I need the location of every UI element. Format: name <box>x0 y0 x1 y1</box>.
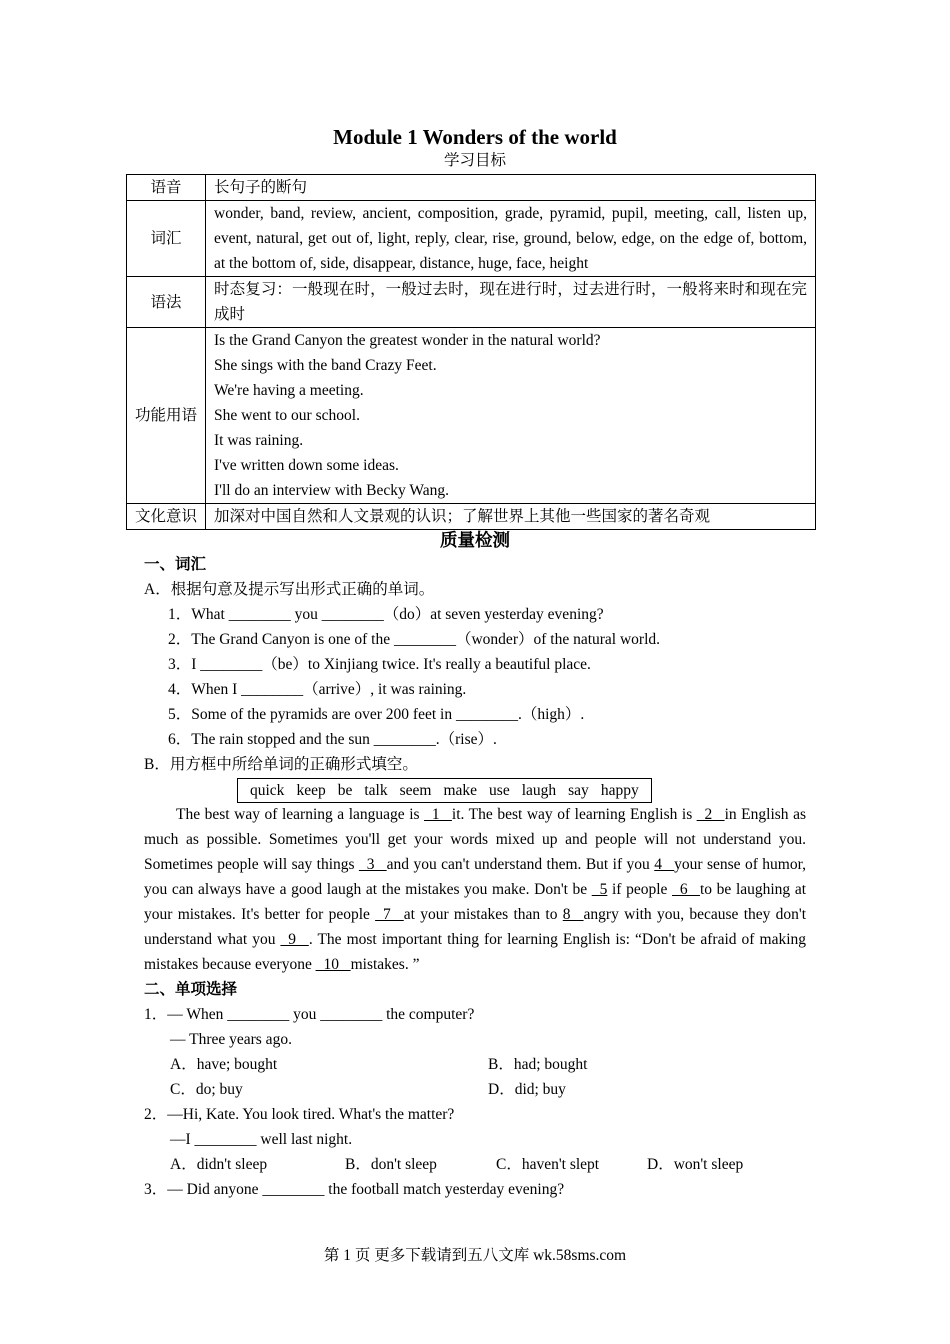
q2-stem: 2．—Hi, Kate. You look tired. What's the matter? <box>144 1106 455 1123</box>
goals-key: 功能用语 <box>127 328 206 504</box>
passage-text: it. The best way of learning English is <box>451 806 697 823</box>
a-item: 3．I ________（be）to Xinjiang twice. It's really a beautiful place. <box>168 656 591 673</box>
word-box-word: laugh <box>521 782 557 799</box>
option: B．don't sleep <box>345 1156 437 1173</box>
a-item: 6．The rain stopped and the sun ________.（rise）. <box>168 731 497 748</box>
word-box-word: be <box>337 782 353 799</box>
goals-key: 词汇 <box>127 201 206 277</box>
cloze-passage <box>144 802 806 977</box>
option: B．had; bought <box>488 1056 588 1073</box>
part1-b-heading: B．用方框中所给单词的正确形式填空。 <box>144 756 418 773</box>
learning-goals-table <box>126 174 816 530</box>
goals-subtitle: 学习目标 <box>443 152 506 169</box>
blank-9: _9_ <box>280 931 309 948</box>
function-sentence: It was raining. <box>214 432 304 449</box>
blank-4: 4_ <box>654 856 675 873</box>
passage-text: . The most important thing for learning English is: “Don't be afraid of making mistakes because everyone <box>144 931 807 973</box>
q1-options-row <box>144 1052 806 1077</box>
goals-row-vocabulary <box>127 201 816 277</box>
passage-text: in English as much as possible. Sometimes you'll get your words mixed up and people will not understand you. Sometimes people will say things <box>144 806 806 873</box>
q1-stem: 1．— When ________ you ________ the computer? <box>144 1006 475 1023</box>
function-sentence: Is the Grand Canyon the greatest wonder in the natural world? <box>214 332 601 349</box>
option: C．do; buy <box>170 1081 243 1098</box>
goals-value: 加深对中国自然和人文景观的认识；了解世界上其他一些国家的著名奇观 <box>206 504 816 530</box>
q1-options-row <box>144 1077 806 1102</box>
part2-heading: 二、单项选择 <box>144 981 238 998</box>
option: A．didn't sleep <box>170 1156 268 1173</box>
module-title: Module 1 Wonders of the world <box>333 125 617 149</box>
goals-value <box>206 328 816 504</box>
word-box-word: say <box>568 782 589 799</box>
passage-text: angry with you, because they don't understand what you <box>144 906 807 948</box>
goals-key: 文化意识 <box>127 504 206 530</box>
word-box-word: keep <box>296 782 326 799</box>
blank-6: _6_ <box>672 881 700 898</box>
word-box-word: make <box>443 782 478 799</box>
goals-row-phonetics <box>127 175 816 201</box>
blank-1: _1_ <box>424 806 452 823</box>
q2-options-row <box>144 1152 806 1177</box>
a-item: 5．Some of the pyramids are over 200 feet in ________.（high）. <box>168 706 585 723</box>
a-item: 4．When I ________（arrive）, it was raining. <box>168 681 467 698</box>
goals-value: wonder, band, review, ancient, composition, grade, pyramid, pupil, meeting, call, listen up, event, natural, get out of, light, reply, clear, rise, ground, below, edge, on the edge of, bottom, at the bottom of, side, disappear, distance, huge, face, height <box>206 201 816 277</box>
quality-check-title: 质量检测 <box>440 530 510 550</box>
exercise-body <box>144 552 806 1202</box>
function-sentence: I've written down some ideas. <box>214 457 399 474</box>
goals-key: 语法 <box>127 277 206 328</box>
blank-8: 8_ <box>562 906 584 923</box>
page-footer: 第 1 页 更多下载请到五八文库 wk.58sms.com <box>323 1247 627 1264</box>
blank-3: _3_ <box>358 856 387 873</box>
q1-line2: — Three years ago. <box>170 1031 292 1048</box>
passage-text: at your mistakes than to <box>403 906 563 923</box>
blank-10: _10_ <box>315 956 351 973</box>
part1-a-heading: A．根据句意及提示写出形式正确的单词。 <box>144 581 435 598</box>
option: D．won't sleep <box>647 1156 744 1173</box>
a-item: 1．What ________ you ________（do）at seven yesterday evening? <box>168 606 604 623</box>
word-box-word: quick <box>250 782 285 799</box>
passage-text: if people <box>607 881 673 898</box>
q3-stem: 3．— Did anyone ________ the football match yesterday evening? <box>144 1181 565 1198</box>
passage-text: The best way of learning a language is <box>176 806 425 823</box>
function-sentence: She sings with the band Crazy Feet. <box>214 357 437 374</box>
goals-value: 长句子的断句 <box>206 175 816 201</box>
option: C．haven't slept <box>496 1156 600 1173</box>
q2-line2: —I ________ well last night. <box>170 1131 353 1148</box>
blank-7: _7_ <box>375 906 404 923</box>
goals-key: 语音 <box>127 175 206 201</box>
option: D．did; buy <box>488 1081 566 1098</box>
passage-text: to be laughing at your mistakes. It's better for people <box>144 881 807 923</box>
blank-2: _2_ <box>696 806 725 823</box>
word-box <box>237 778 652 803</box>
passage-text: your sense of humor, you can always have a good laugh at the mistakes you make. Don't be <box>144 856 807 898</box>
function-sentence: We're having a meeting. <box>214 382 364 399</box>
passage-text: and you can't understand them. But if you <box>386 856 655 873</box>
option: A．have; bought <box>170 1056 278 1073</box>
goals-row-functions <box>127 328 816 504</box>
goals-value: 时态复习：一般现在时，一般过去时，现在进行时，过去进行时，一般将来时和现在完成时 <box>206 277 816 328</box>
passage-text: mistakes. ” <box>350 956 420 973</box>
word-box-word: use <box>489 782 510 799</box>
word-box-word: talk <box>364 782 388 799</box>
goals-row-grammar <box>127 277 816 328</box>
function-sentence: She went to our school. <box>214 407 360 424</box>
blank-5: _5 <box>591 881 608 898</box>
function-sentence: I'll do an interview with Becky Wang. <box>214 482 449 499</box>
part1-heading: 一、词汇 <box>144 556 207 573</box>
word-box-row <box>144 777 806 802</box>
word-box-word: seem <box>399 782 432 799</box>
goals-row-culture <box>127 504 816 530</box>
a-item: 2．The Grand Canyon is one of the ________（wonder）of the natural world. <box>168 631 661 648</box>
word-box-word: happy <box>600 782 639 799</box>
